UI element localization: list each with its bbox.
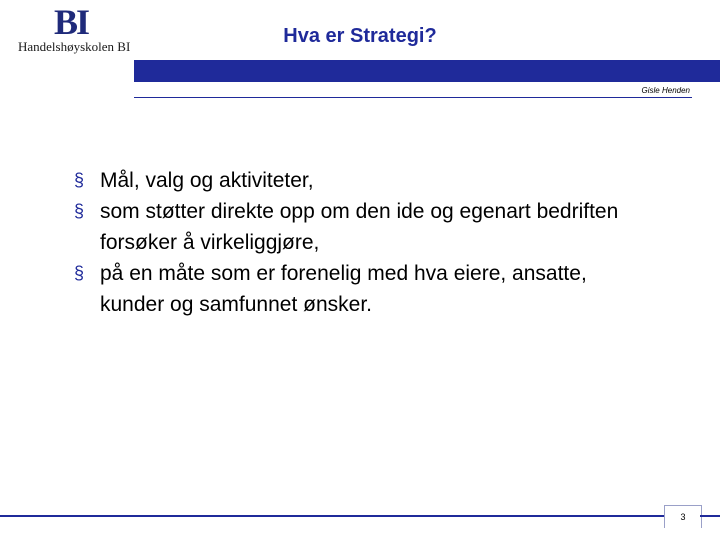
bullet-marker: § (74, 263, 85, 283)
bullet-item (74, 258, 634, 320)
author-name: Gisle Henden (641, 86, 690, 95)
footer-divider-right (700, 515, 720, 517)
header-bar (134, 60, 720, 82)
bullet-text: på en måte som er forenelig med hva eiere, ansatte, kunder og samfunnet ønsker. (100, 262, 587, 316)
bullet-item (74, 165, 634, 196)
slide-title: Hva er Strategi? (283, 25, 437, 47)
bullet-item (74, 196, 634, 258)
bi-logo (14, 4, 140, 56)
logo-text: Handelshøyskolen BI (18, 39, 131, 54)
header-divider (134, 97, 692, 98)
page-number: 3 (680, 512, 686, 522)
bullet-list (74, 165, 634, 320)
logo-mark: BI (54, 2, 89, 42)
footer-divider (0, 515, 664, 517)
page-number-box (664, 505, 702, 528)
bullet-marker: § (74, 201, 85, 221)
bullet-text: som støtter direkte opp om den ide og egenart bedriften forsøker å virkeliggjøre, (100, 200, 619, 254)
bullet-text: Mål, valg og aktiviteter, (100, 169, 314, 192)
bullet-marker: § (74, 170, 85, 190)
